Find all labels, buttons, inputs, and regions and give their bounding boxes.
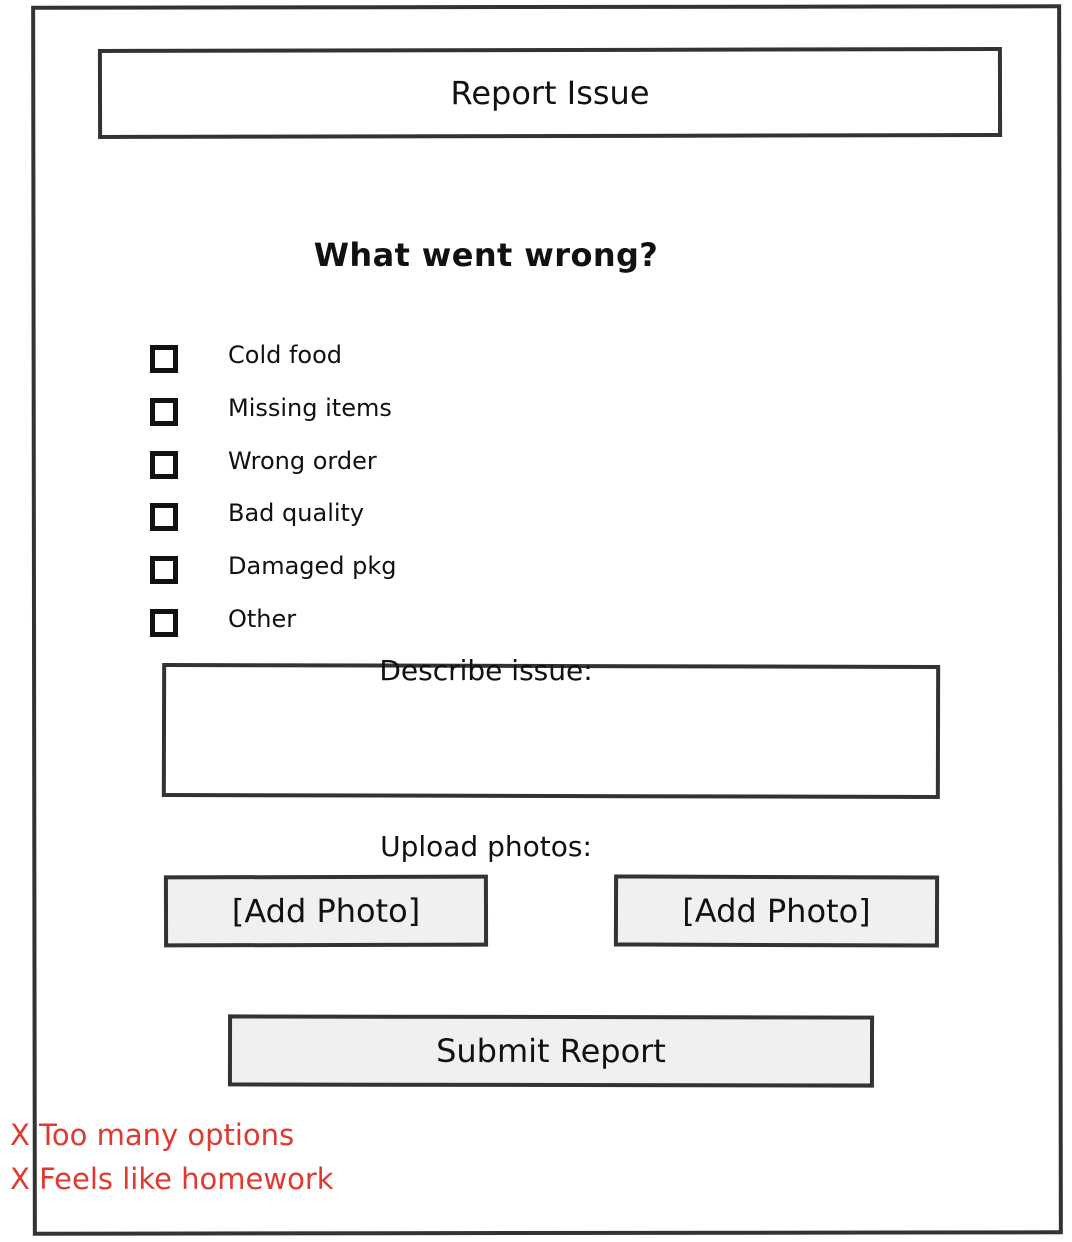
add-photo-button[interactable] xyxy=(164,875,488,948)
option-label: Bad quality xyxy=(228,499,365,528)
option-cold-food[interactable] xyxy=(150,335,397,388)
add-photo-button-label: [Add Photo] xyxy=(682,891,871,931)
upload-photos-label: Upload photos: xyxy=(380,830,592,863)
submit-report-button-label: Submit Report xyxy=(436,1031,666,1071)
checkbox[interactable] xyxy=(150,398,178,426)
checkbox[interactable] xyxy=(150,609,178,637)
option-damaged-pkg[interactable] xyxy=(150,546,397,599)
question-heading: What went wrong? xyxy=(313,236,659,274)
option-bad-quality[interactable] xyxy=(150,493,397,546)
option-label: Missing items xyxy=(228,393,392,422)
submit-report-button[interactable] xyxy=(228,1014,874,1087)
checkbox[interactable] xyxy=(150,345,178,373)
page-title xyxy=(98,47,1002,139)
critique-note: X Too many options xyxy=(10,1118,295,1152)
describe-issue-label: Describe issue: xyxy=(379,654,593,687)
option-wrong-order[interactable] xyxy=(150,441,397,494)
checkbox[interactable] xyxy=(150,556,178,584)
option-label: Wrong order xyxy=(228,446,377,475)
option-label: Other xyxy=(228,604,297,633)
critique-note: X Feels like homework xyxy=(10,1162,334,1196)
option-label: Damaged pkg xyxy=(228,552,397,581)
option-missing-items[interactable] xyxy=(150,388,397,441)
checkbox[interactable] xyxy=(150,451,178,479)
option-other[interactable] xyxy=(150,599,397,652)
checkbox[interactable] xyxy=(150,503,178,531)
issue-options-list xyxy=(150,335,397,652)
option-label: Cold food xyxy=(228,341,343,369)
page-title-text: Report Issue xyxy=(450,73,650,113)
add-photo-button[interactable] xyxy=(614,874,939,947)
add-photo-button-label: [Add Photo] xyxy=(231,891,421,931)
